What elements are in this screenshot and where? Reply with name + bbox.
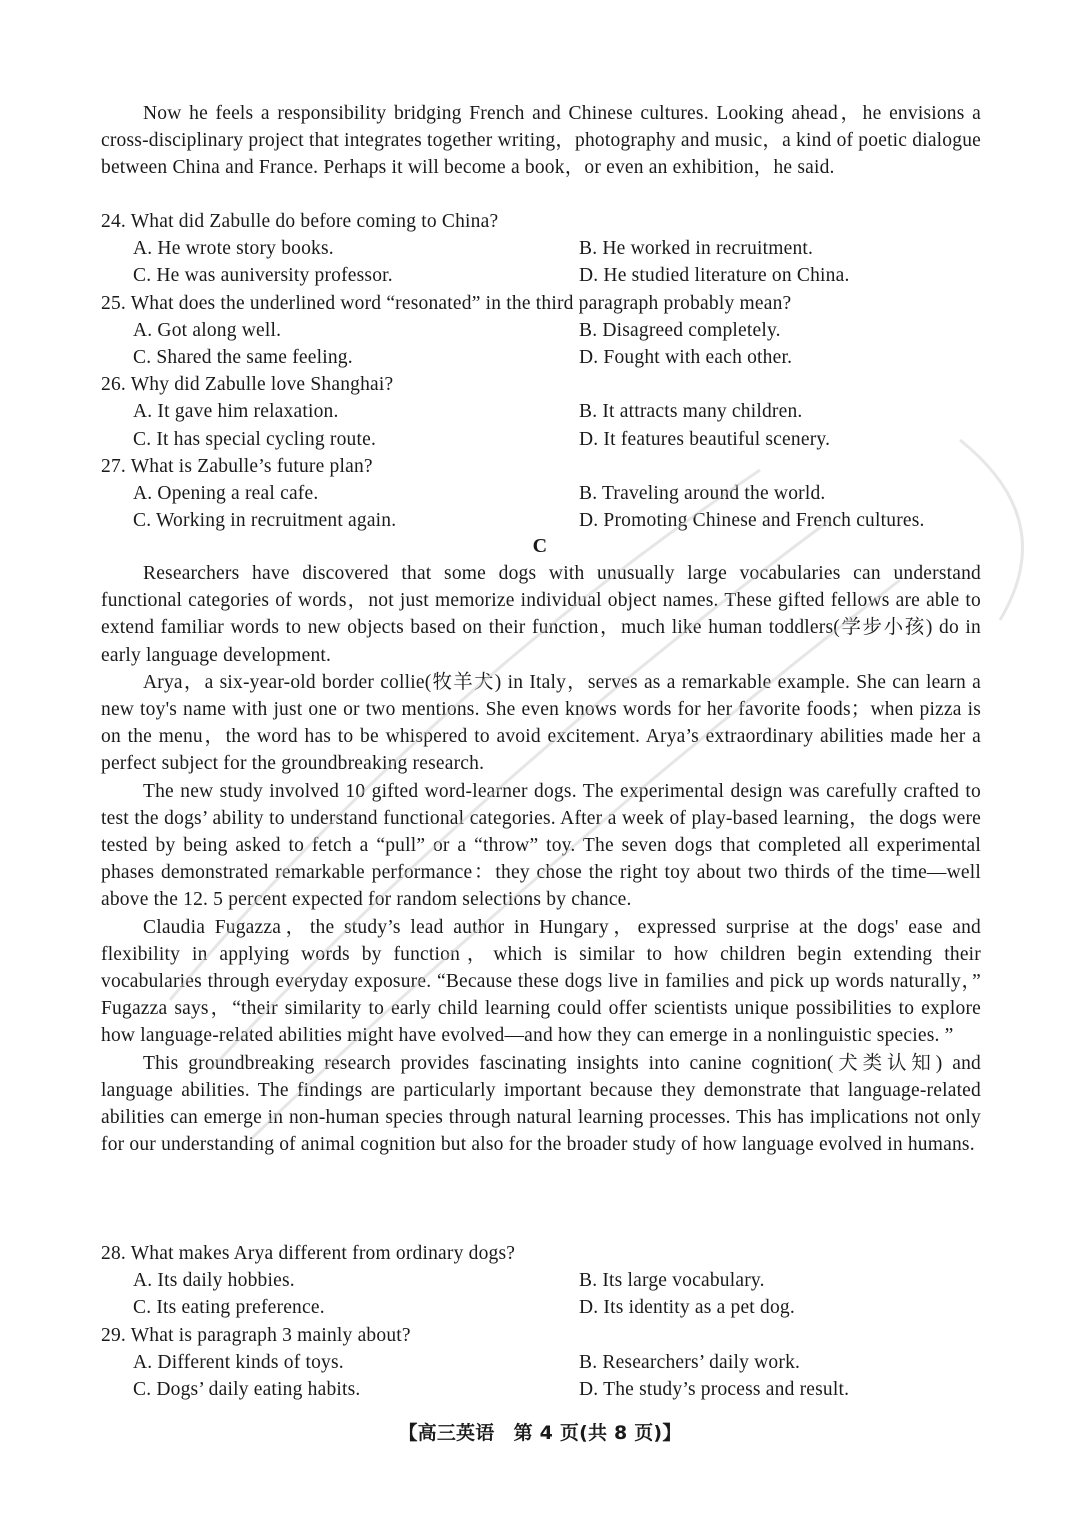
paragraph-5: This groundbreaking research provides fascinating insights into canine cognition(犬类认知) and language abilities. The findings are particularly important because they demonstrate that language-related abilities can emerge in non-human species through natural learning processes. This has implications not only for our understanding of animal cognition but also for the broader study of how language evolved in humans. <box>101 1052 981 1156</box>
option-b: B. Its large vocabulary. <box>579 1270 765 1292</box>
question-27 <box>101 453 981 535</box>
section-c-heading: C <box>532 535 548 557</box>
question-24 <box>101 208 981 290</box>
option-a: A. Different kinds of toys. <box>133 1351 344 1373</box>
option-d: D. It features beautiful scenery. <box>579 428 831 450</box>
option-b: B. Researchers’ daily work. <box>579 1351 801 1373</box>
option-c: C. Working in recruitment again. <box>133 510 397 532</box>
paragraph-1: Researchers have discovered that some dogs with unusually large vocabularies can understand functional categories of words，not just memorize individual object names. These gifted fellows are able to extend familiar words to new objects based on their function，much like human toddlers(学步小孩) do in early language development. <box>101 563 981 666</box>
page-footer: 【高三英语 第 4 页(共 8 页)】 <box>398 1422 682 1444</box>
paragraph-4: Claudia Fugazza，the study’s lead author in Hungary，expressed surprise at the dogs' ease and flexibility in applying words by function，which is similar to how children begin extending their vocabularies through everyday exposure. “Because these dogs live in families and pick up words naturally，” Fugazza says，“their similarity to early child learning could offer scientists unique possibilities to explore how language-related abilities might have evolved—and how they can emerge in a nonlinguistic species. ” <box>101 916 981 1047</box>
question-stem: 29. What is paragraph 3 mainly about? <box>101 1324 411 1346</box>
option-c: C. Shared the same feeling. <box>133 346 353 368</box>
option-d: D. Promoting Chinese and French cultures. <box>579 510 925 532</box>
option-b: B. Traveling around the world. <box>579 483 826 504</box>
option-d: D. Its identity as a pet dog. <box>579 1297 795 1319</box>
paragraph-3: The new study involved 10 gifted word-learner dogs. The experimental design was carefully crafted to test the dogs’ ability to understand functional categories. After a week of play-based learning，the dogs were tested by being asked to fetch a “pull” or a “throw” toy. The seven dogs that completed all experimental phases demonstrated remarkable performance：they chose the right toy about two thirds of the time—well above the 12. 5 percent expected for random selections by chance. <box>101 780 981 911</box>
question-stem: 27. What is Zabulle’s future plan? <box>101 455 373 477</box>
question-26 <box>101 371 981 453</box>
option-c: C. Its eating preference. <box>133 1297 325 1319</box>
option-c: C. He was auniversity professor. <box>133 265 393 287</box>
question-25 <box>101 290 981 372</box>
paragraph: Now he feels a responsibility bridging French and Chinese cultures. Looking ahead，he envisions a cross-disciplinary project that integrates together writing，photography and music，a kind of poetic dialogue between China and France. Perhaps it will become a book，or even an exhibition，he said. <box>101 103 981 179</box>
option-d: D. The study’s process and result. <box>579 1378 850 1400</box>
option-a: A. Its daily hobbies. <box>133 1270 295 1292</box>
question-28 <box>101 1240 981 1322</box>
option-a: A. Got along well. <box>133 319 282 341</box>
option-d: D. Fought with each other. <box>579 346 793 368</box>
option-c: C. It has special cycling route. <box>133 428 377 450</box>
option-b: B. Disagreed completely. <box>579 319 781 341</box>
question-stem: 28. What makes Arya different from ordinary dogs? <box>101 1243 516 1264</box>
option-c: C. Dogs’ daily eating habits. <box>133 1378 361 1400</box>
option-a: A. Opening a real cafe. <box>133 483 319 504</box>
option-b: B. It attracts many children. <box>579 401 803 423</box>
option-a: A. He wrote story books. <box>133 238 334 260</box>
question-29 <box>101 1322 981 1404</box>
option-d: D. He studied literature on China. <box>579 265 850 287</box>
paragraph-2: Arya，a six-year-old border collie(牧羊犬) in Italy，serves as a remarkable example. She can learn a new toy's name with just one or two mentions. She even knows words for her favorite foods；when pizza is on the menu，the word has to be whispered to avoid excitement. Arya’s extraordinary abilities made her a perfect subject for the groundbreaking research. <box>101 671 981 775</box>
option-a: A. It gave him relaxation. <box>133 401 339 423</box>
passage-c <box>101 560 981 1158</box>
passage-b-closing <box>101 100 981 182</box>
question-stem: 25. What does the underlined word “resonated” in the third paragraph probably mean? <box>101 292 792 314</box>
question-stem: 26. Why did Zabulle love Shanghai? <box>101 374 394 396</box>
option-b: B. He worked in recruitment. <box>579 238 814 260</box>
question-stem: 24. What did Zabulle do before coming to China? <box>101 211 499 232</box>
